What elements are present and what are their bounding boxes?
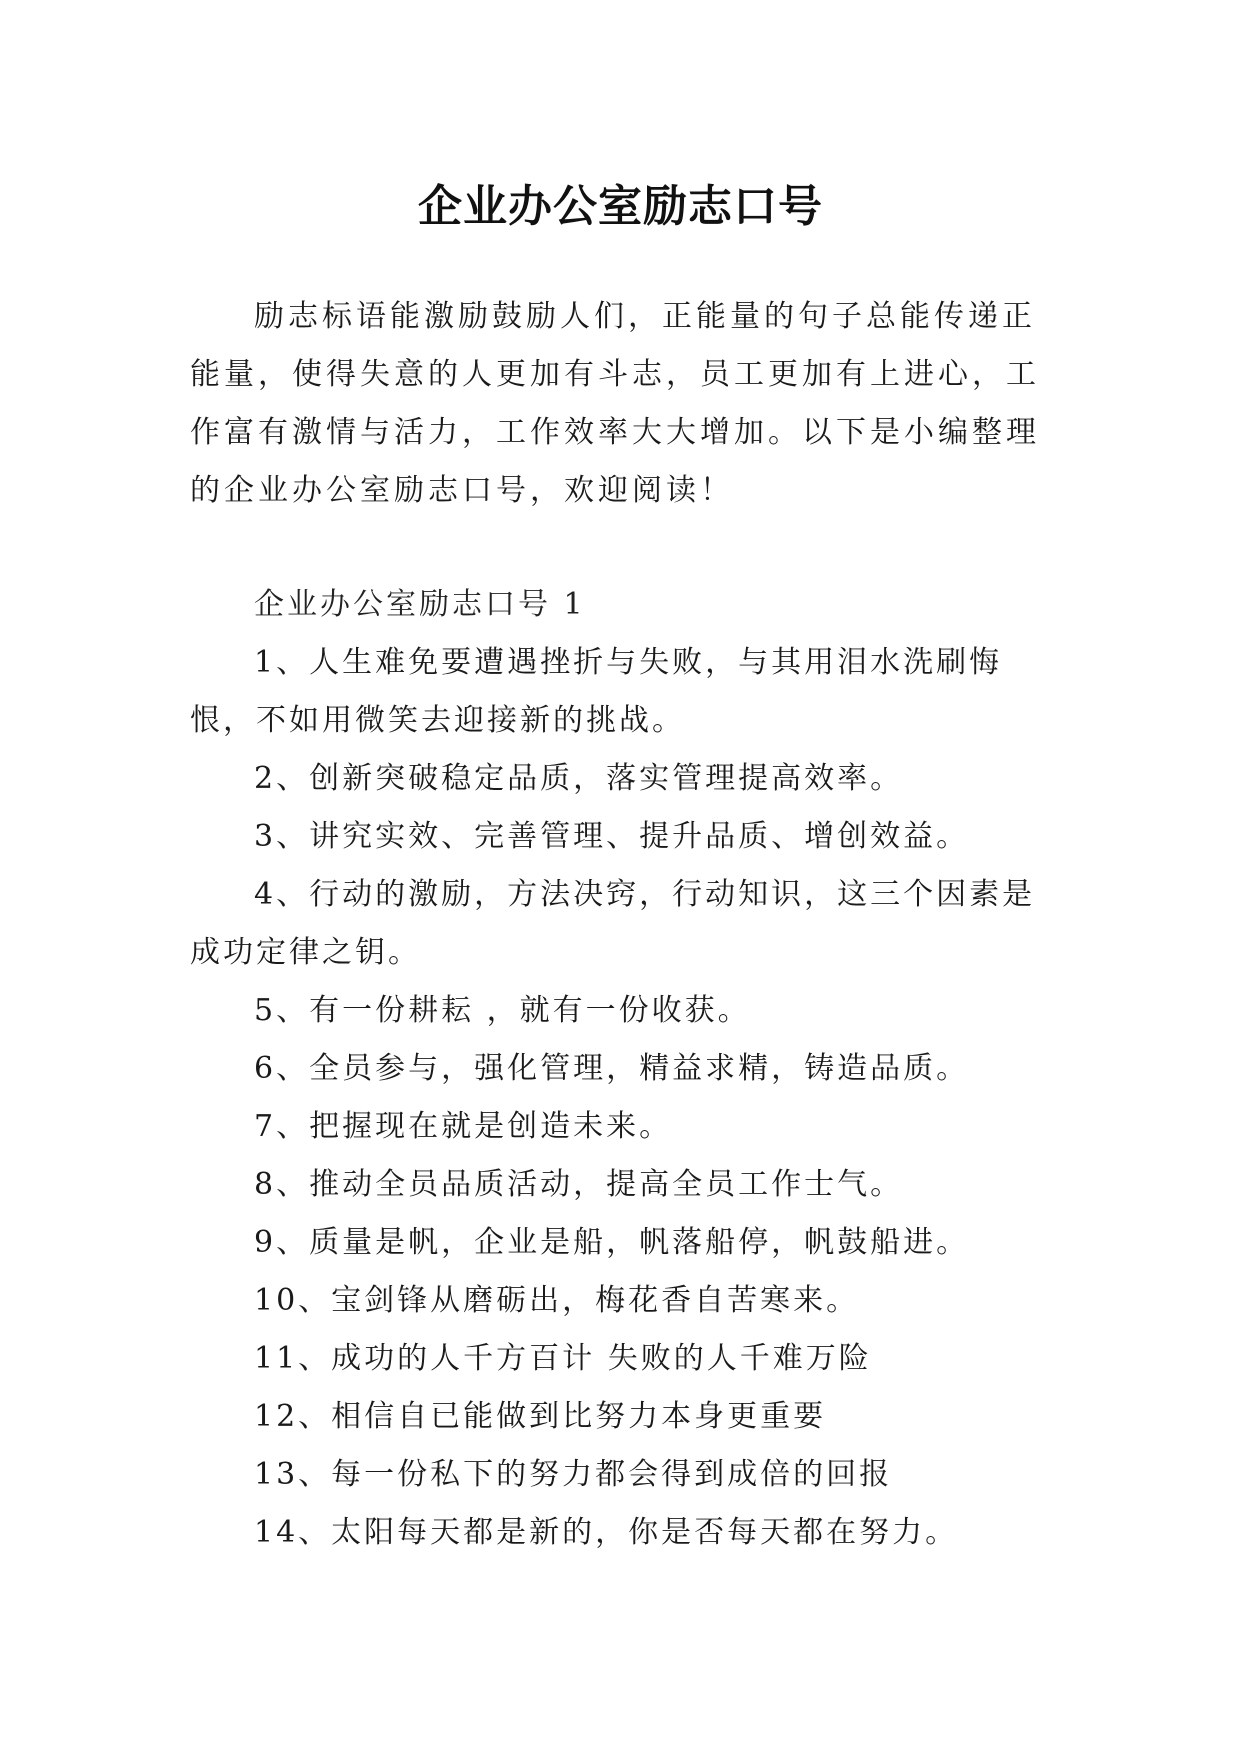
slogan-item: 4、行动的激励，方法决窍，行动知识，这三个因素是成功定律之钥。 [190, 877, 1036, 970]
slogan-item: 6、全员参与，强化管理，精益求精，铸造品质。 [254, 1051, 970, 1086]
slogan-item: 10、宝剑锋从磨砺出，梅花香自苦寒来。 [254, 1283, 860, 1318]
slogan-item: 2、创新突破稳定品质，落实管理提高效率。 [254, 761, 904, 796]
slogan-item: 13、每一份私下的努力都会得到成倍的回报 [254, 1457, 893, 1492]
intro-paragraph: 励志标语能激励鼓励人们，正能量的句子总能传递正能量，使得失意的人更加有斗志，员工更加有上进心，工作富有激情与活力，工作效率大大增加。以下是小编整理的企业办公室励志口号，欢迎阅读！ [190, 299, 1040, 508]
slogan-item: 8、推动全员品质活动，提高全员工作士气。 [254, 1167, 904, 1202]
slogan-item: 14、太阳每天都是新的，你是否每天都在努力。 [254, 1515, 959, 1550]
slogan-item: 7、把握现在就是创造未来。 [254, 1109, 673, 1144]
slogan-item: 5、有一份耕耘 ，就有一份收获。 [254, 993, 751, 1028]
slogan-item: 12、相信自已能做到比努力本身更重要 [254, 1399, 827, 1434]
slogan-item: 9、质量是帆，企业是船，帆落船停，帆鼓船进。 [254, 1225, 970, 1260]
document-body [190, 288, 1058, 1562]
slogan-item: 3、讲究实效、完善管理、提升品质、增创效益。 [254, 819, 970, 854]
document-title: 企业办公室励志口号 [418, 181, 823, 233]
slogan-list [190, 634, 1058, 1562]
slogan-item: 11、成功的人千方百计 失败的人千难万险 [254, 1341, 872, 1376]
section-heading: 企业办公室励志口号 1 [254, 587, 586, 622]
slogan-item: 1、人生难免要遭遇挫折与失败，与其用泪水洗刷悔恨，不如用微笑去迎接新的挑战。 [190, 645, 1003, 738]
